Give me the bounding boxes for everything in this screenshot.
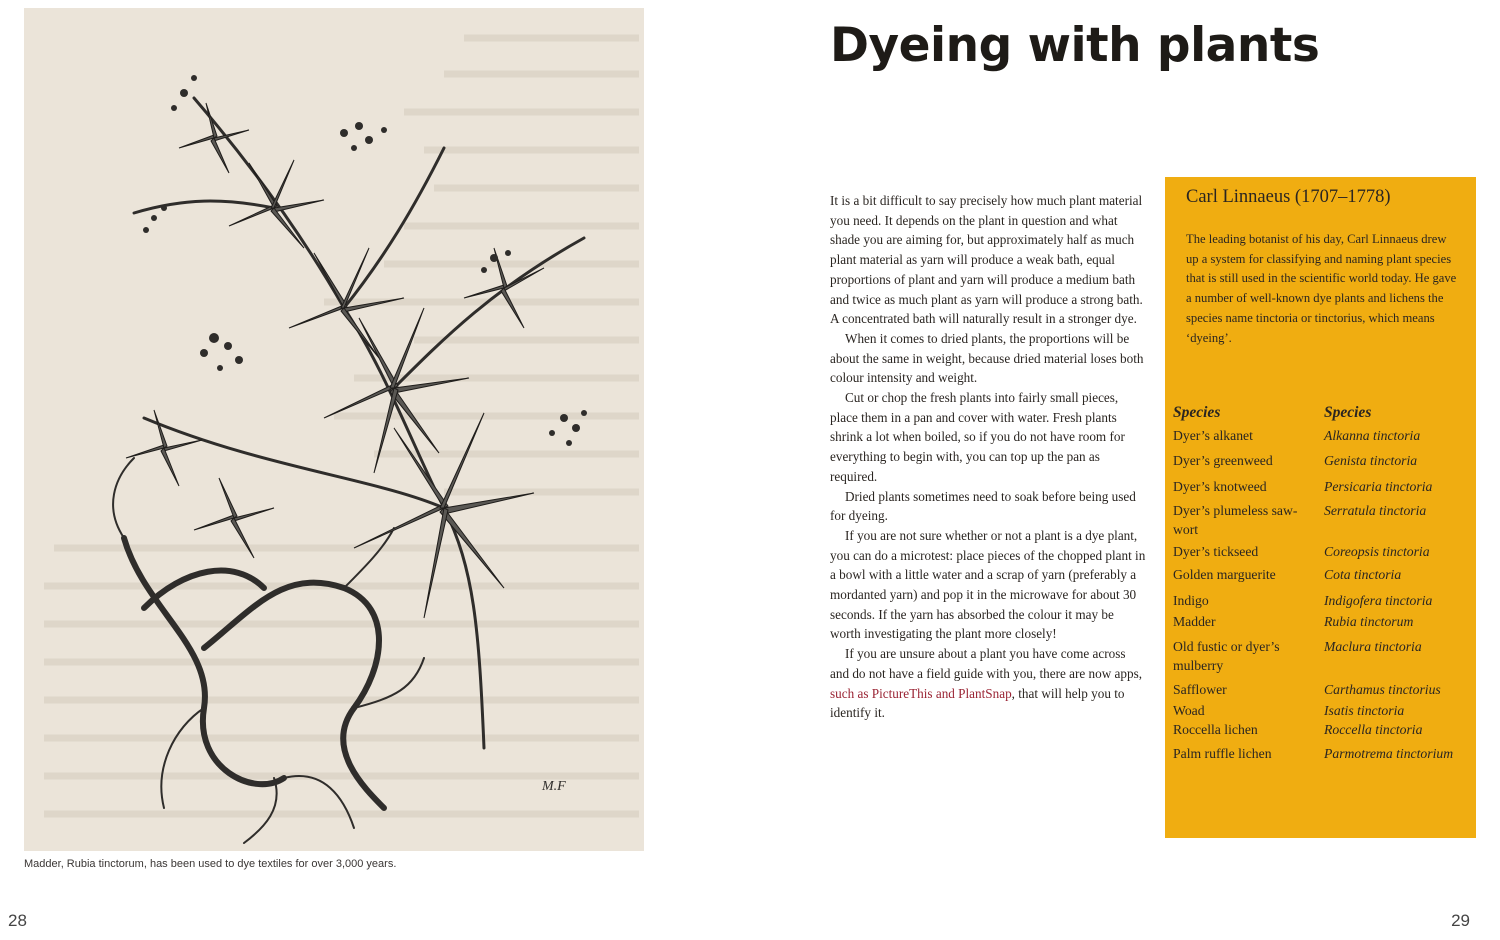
engraver-signature: M.F xyxy=(542,779,566,794)
species-common-name: Madder xyxy=(1173,614,1216,629)
species-latin-name: Genista tinctoria xyxy=(1324,453,1418,468)
paragraph: If you are not sure whether or not a plant is a dye plant, you can do a microtest: place pieces of the chopped plant in a bowl with a little water and a scrap of yarn (preferably a mordanted yarn) and pop it in the microwave for about 30 seconds. If the yarn has absorbed the colour it may be worth investigating the plant more closely! xyxy=(830,527,1146,642)
species-latin-name: Coreopsis tinctoria xyxy=(1324,544,1430,559)
madder-illustration xyxy=(24,8,644,851)
page-title: Dyeing with plants xyxy=(830,18,1320,73)
species-common-name: Safflower xyxy=(1173,682,1227,697)
species-latin-name: Isatis tinctoria xyxy=(1324,703,1405,718)
species-common-name: Dyer’s plumeless saw-wort xyxy=(1173,503,1298,537)
species-latin-name: Maclura tinctoria xyxy=(1324,639,1422,654)
paragraph: When it comes to dried plants, the proportions will be about the same in weight, because dried material loses both colour intensity and weight. xyxy=(830,330,1144,386)
species-heading-common: Species xyxy=(1173,404,1221,421)
species-latin-name: Parmotrema tinctorium xyxy=(1324,746,1454,761)
page-number-left: 28 xyxy=(8,911,27,930)
species-common-name: Roccella lichen xyxy=(1173,722,1258,737)
paragraph-text: , that will help you to identify it. xyxy=(830,685,1125,721)
paragraph: Dried plants sometimes need to soak before being used for dyeing. xyxy=(830,488,1136,524)
species-latin-name: Rubia tinctorum xyxy=(1324,614,1414,629)
species-heading-latin: Species xyxy=(1324,404,1372,421)
species-latin-name: Indigofera tinctoria xyxy=(1324,593,1433,608)
paragraph: Cut or chop the fresh plants into fairly small pieces, place them in a pan and cover with water. Fresh plants shrink a lot when boiled, so if you do not have room for everything to begin with, you can top up the pan as required. xyxy=(830,390,1125,484)
illustration-caption: Madder, Rubia tinctorum, has been used to dye textiles for over 3,000 years. xyxy=(24,858,397,870)
species-common-name: Dyer’s tickseed xyxy=(1173,544,1259,559)
species-latin-name: Roccella tinctoria xyxy=(1324,722,1423,737)
species-common-name: Woad xyxy=(1173,703,1205,718)
species-latin-name: Alkanna tinctoria xyxy=(1324,428,1421,443)
species-common-name: Golden marguerite xyxy=(1173,567,1276,582)
species-common-name: Dyer’s knotweed xyxy=(1173,479,1267,494)
paragraph-text: If you are unsure about a plant you have come across and do not have a field guide with you, there are now apps, xyxy=(830,646,1143,681)
linnaeus-sidebar xyxy=(1165,177,1476,838)
species-common-name: Indigo xyxy=(1173,593,1209,608)
apps-link[interactable]: such as PictureThis and PlantSnap xyxy=(830,685,1012,701)
page-number-right: 29 xyxy=(1451,911,1470,930)
sidebar-text: The leading botanist of his day, Carl Linnaeus drew up a system for classifying and naming plant species that is still used in the scientific world today. He gave a number of well-known dye plants and lichens the species name tinctoria or tinctorius, which means ‘dyeing’. xyxy=(1186,232,1457,345)
species-common-name: Dyer’s greenweed xyxy=(1173,453,1273,468)
body-text xyxy=(830,191,1146,723)
species-common-name: Dyer’s alkanet xyxy=(1173,428,1253,443)
sidebar-heading: Carl Linnaeus (1707–1778) xyxy=(1186,187,1391,207)
paragraph: It is a bit difficult to say precisely how much plant material you need. It depends on the plant in question and what shade you are aiming for, but approximately half as much plant material as yarn will produce a weak bath, equal proportions of plant and yarn will produce a medium bath and twice as much plant as yarn will produce a strong bath. A concentrated bath will naturally result in a stronger dye. xyxy=(830,193,1143,327)
species-latin-name: Carthamus tinctorius xyxy=(1324,682,1441,697)
species-common-name: Palm ruffle lichen xyxy=(1173,746,1272,761)
species-latin-name: Persicaria tinctoria xyxy=(1324,479,1433,494)
species-latin-name: Serratula tinctoria xyxy=(1324,503,1427,518)
species-common-name: Old fustic or dyer’s mulberry xyxy=(1173,639,1280,673)
paragraph-apps xyxy=(830,644,1146,723)
species-latin-name: Cota tinctoria xyxy=(1324,567,1402,582)
